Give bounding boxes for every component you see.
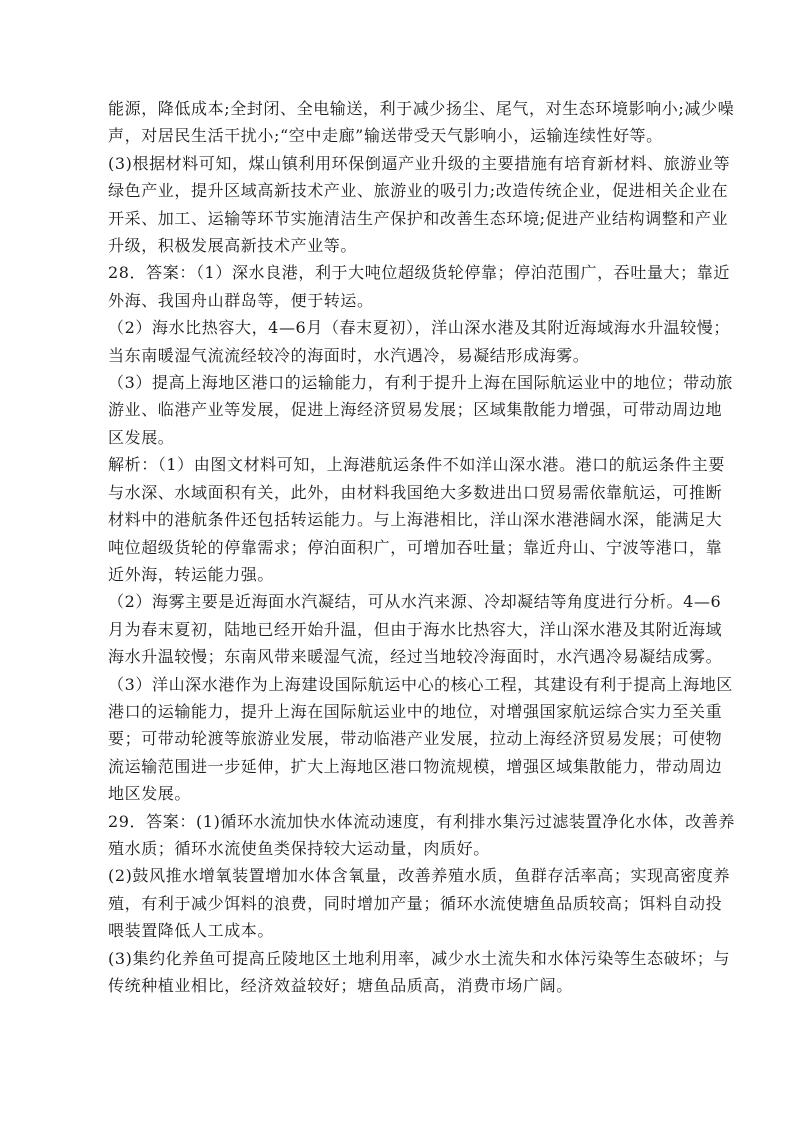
text-line: 殖水质；循环水流使鱼类保持较大运动量，肉质好。 [108, 838, 490, 858]
text-line: 绿色产业，提升区域高新技术产业、旅游业的吸引力;改造传统企业，促进相关企业在 [108, 181, 729, 201]
paragraph-28-analysis-part1 [108, 451, 725, 588]
text-line: 29．答案：(1)循环水流加快水体流动速度，有利排水集污过滤装置净化水体，改善养 [108, 811, 736, 831]
text-line: 殖，有利于减少饵料的浪费，同时增加产量；循环水流使塘鱼品质较高；饵料自动投 [108, 893, 723, 913]
text-line: (3)根据材料可知，煤山镇利用环保倒逼产业升级的主要措施有培育新材料、旅游业等 [108, 153, 731, 173]
text-line: 开采、加工、运输等环节实施清洁生产保护和改善生态环境;促进产业结构调整和产业 [108, 208, 729, 228]
paragraph-28-analysis-part3 [108, 671, 733, 808]
text-line: 吨位超级货轮的停靠需求；停泊面积广，可增加吞吐量；靠近舟山、宁波等港口，靠 [108, 537, 723, 557]
paragraph-continuation-energy [108, 95, 735, 150]
text-line: 解析：（1）由图文材料可知，上海港航运条件不如洋山深水港。港口的航运条件主要 [108, 455, 725, 475]
text-line: 当东南暖湿气流流经较冷的海面时，水汽遇冷，易凝结形成海雾。 [108, 345, 590, 365]
paragraph-29-answer-part3 [108, 945, 731, 1000]
text-line: 材料中的港航条件还包括转运能力。与上海港相比，洋山深水港港阔水深，能满足大 [108, 510, 723, 530]
document-page [108, 95, 736, 999]
text-line: （2）海水比热容大，4—6月（春末夏初），洋山深水港及其附近海域海水升温较慢； [108, 318, 730, 338]
text-line: 近外海，转运能力强。 [108, 564, 275, 584]
text-line: （3）提高上海地区港口的运输能力，有利于提升上海在国际航运业中的地位；带动旅 [108, 373, 733, 393]
text-line: 游业、临港产业等发展，促进上海经济贸易发展；区域集散能力增强，可带动周边地 [108, 400, 723, 420]
text-line: 升级，积极发展高新技术产业等。 [108, 236, 358, 256]
text-line: （2）海雾主要是近海面水汽凝结，可从水汽来源、冷却凝结等角度进行分析。4—6 [108, 592, 722, 612]
text-line: 地区发展。 [108, 784, 192, 804]
text-line: 能源，降低成本;全封闭、全电输送，利于减少扬尘、尾气，对生态环境影响小;减少噪 [108, 99, 735, 118]
text-line: 外海、我国舟山群岛等，便于转运。 [108, 290, 374, 310]
text-line: 港口的运输能力，提升上海在国际航运业中的地位，对增强国家航运综合实力至关重 [108, 701, 723, 721]
text-line: （3）洋山深水港作为上海建设国际航运中心的核心工程，其建设有利于提高上海地区 [108, 674, 733, 694]
text-line: 区发展。 [108, 427, 175, 447]
text-line: 声，对居民生活干扰小;“空中走廊”输送带受天气影响小，运输连续性好等。 [108, 126, 663, 146]
text-line: 28．答案：（1）深水良港，利于大吨位超级货轮停靠；停泊范围广，吞吐量大；靠近 [108, 263, 730, 283]
paragraph-28-answer-part2 [108, 314, 730, 369]
text-line: 要；可带动轮渡等旅游业发展，带动临港产业发展，拉动上海经济贸易发展；可使物 [108, 729, 723, 749]
paragraph-29-answer-part2 [108, 862, 731, 944]
text-line: 海水升温较慢；东南风带来暖湿气流，经过当地较冷海面时，水汽遇冷易凝结成雾。 [108, 647, 723, 667]
paragraph-28-analysis-part2 [108, 588, 723, 670]
text-line: (3)集约化养鱼可提高丘陵地区土地利用率，减少水土流失和水体污染等生态破坏；与 [108, 948, 731, 968]
text-line: 与水深、水域面积有关，此外，由材料我国绝大多数进出口贸易需依靠航运，可推断 [108, 482, 723, 502]
text-line: 传统种植业相比，经济效益较好；塘鱼品质高，消费市场广阔。 [108, 976, 573, 995]
paragraph-29-answer-part1 [108, 808, 736, 863]
text-line: 流运输范围进一步延伸，扩大上海地区港口物流规模，增强区域集散能力，带动周边 [108, 756, 723, 776]
paragraph-27-part3 [108, 150, 731, 260]
text-line: (2)鼓风推水增氧装置增加水体含氧量，改善养殖水质，鱼群存活率高；实现高密度养 [108, 866, 731, 886]
paragraph-28-answer-part3 [108, 369, 733, 451]
text-line: 喂装置降低人工成本。 [108, 921, 275, 941]
text-line: 月为春末夏初，陆地已经开始升温，但由于海水比热容大，洋山深水港及其附近海域 [108, 619, 723, 639]
paragraph-28-answer-part1 [108, 259, 730, 314]
